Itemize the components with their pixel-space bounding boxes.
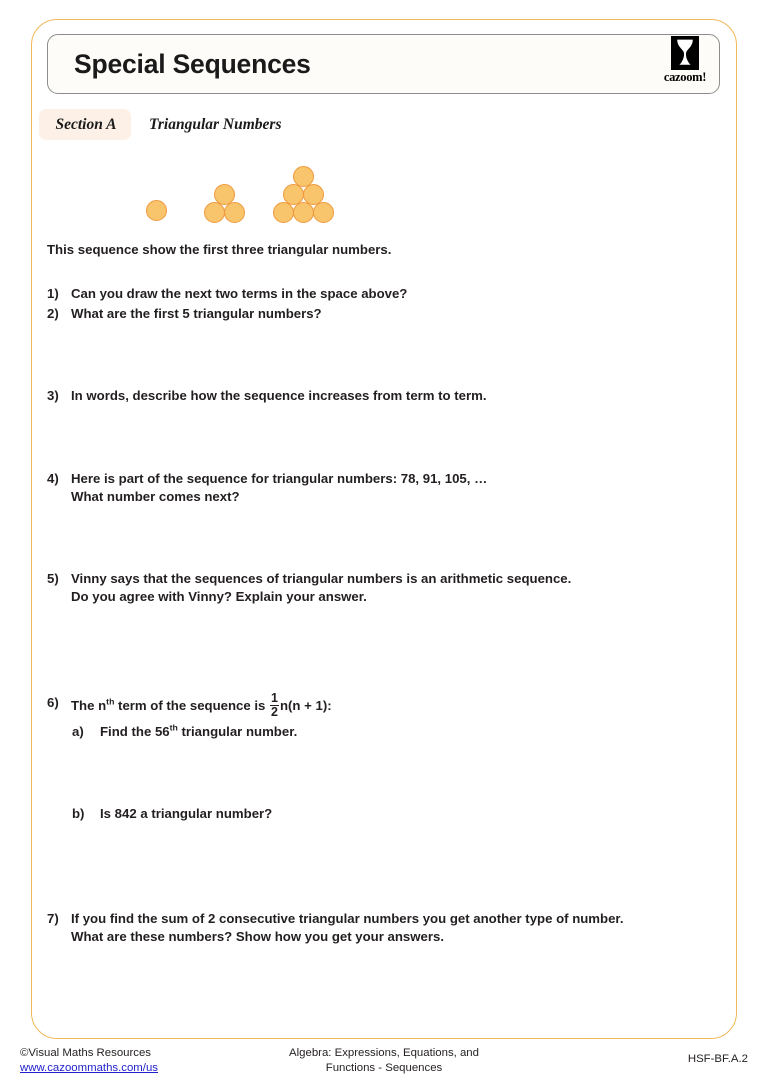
question-2-line-1: What are the first 5 triangular numbers?	[71, 306, 322, 321]
question-6a-before: Find the 56	[100, 724, 170, 739]
question-1	[47, 285, 407, 303]
cazoom-wordmark: cazoom!	[663, 70, 707, 84]
question-4-line-2: What number comes next?	[71, 488, 240, 504]
cazoom-vase-logo-icon	[671, 36, 699, 70]
question-7-number: 7)	[47, 911, 59, 926]
question-6-stem-after: n(n + 1):	[279, 697, 332, 713]
dot	[204, 202, 225, 223]
question-6	[47, 691, 332, 719]
section-badge-label: Section A	[55, 116, 117, 133]
question-7-line-1: If you find the sum of 2 consecutive triangular numbers you get another type of number.	[71, 911, 624, 926]
question-6-stem-mid: term of the sequence is	[114, 697, 270, 713]
half-fraction	[270, 693, 279, 718]
question-2-number: 2)	[47, 306, 59, 321]
question-4-number: 4)	[47, 471, 59, 486]
question-6b-text	[100, 805, 272, 823]
footer-center	[256, 1046, 512, 1076]
question-7-line-2: What are these numbers? Show how you get your answers.	[71, 928, 444, 944]
question-4-line-1: Here is part of the sequence for triangular numbers: 78, 91, 105, …	[71, 471, 488, 486]
question-1-number: 1)	[47, 286, 59, 301]
question-6a-after: triangular number.	[177, 724, 298, 739]
question-6a-text	[100, 723, 297, 741]
question-6-stem	[71, 691, 332, 719]
question-6b	[72, 805, 272, 823]
dot	[146, 200, 167, 221]
question-6a-superscript: th	[169, 722, 178, 733]
footer-copyright: ©Visual Maths Resources	[20, 1047, 152, 1059]
question-6-number: 6)	[47, 695, 59, 710]
question-6b-before: Is 842 a triangular number?	[100, 806, 273, 821]
question-7	[47, 910, 623, 945]
dot-figure-term-2	[204, 184, 246, 224]
question-6-stem-before: The n	[71, 697, 107, 713]
question-4	[47, 470, 487, 505]
question-5-number: 5)	[47, 571, 59, 586]
footer-topic-line-2: Functions - Sequences	[325, 1062, 443, 1074]
question-6b-label: b)	[72, 806, 85, 821]
page-title: Special Sequences	[74, 49, 311, 79]
question-5	[47, 570, 571, 605]
fraction-numerator: 1	[271, 691, 278, 705]
footer-topic-line-1: Algebra: Expressions, Equations, and	[289, 1047, 479, 1059]
dot-figure-term-1	[146, 200, 170, 224]
dot	[313, 202, 334, 223]
question-1-line-1: Can you draw the next two terms in the space above?	[71, 286, 408, 301]
triangular-numbers-dot-diagram	[130, 165, 360, 227]
question-5-line-1: Vinny says that the sequences of triangular numbers is an arithmetic sequence.	[71, 571, 572, 586]
vase-glyph-icon	[675, 39, 695, 66]
dot	[273, 202, 294, 223]
question-3-number: 3)	[47, 388, 59, 403]
footer-standard-code: HSF-BF.A.2	[687, 1053, 748, 1065]
question-3	[47, 387, 487, 405]
question-5-line-2: Do you agree with Vinny? Explain your answer.	[71, 588, 367, 604]
dot-figure-term-3	[273, 166, 335, 224]
question-6a	[72, 723, 297, 741]
question-3-line-1: In words, describe how the sequence increases from term to term.	[71, 388, 487, 403]
footer-left	[20, 1046, 158, 1076]
question-6-ordinal-superscript: th	[106, 696, 115, 707]
section-topic-label: Triangular Numbers	[149, 116, 282, 133]
fraction-denominator: 2	[271, 705, 278, 719]
dot	[293, 202, 314, 223]
question-6a-label: a)	[72, 724, 84, 739]
footer-website-link[interactable]: www.cazoommaths.com/us	[20, 1062, 158, 1074]
cazoom-logo	[657, 36, 713, 92]
question-2	[47, 305, 322, 323]
intro-text: This sequence show the first three triangular numbers.	[47, 242, 392, 257]
dot	[224, 202, 245, 223]
